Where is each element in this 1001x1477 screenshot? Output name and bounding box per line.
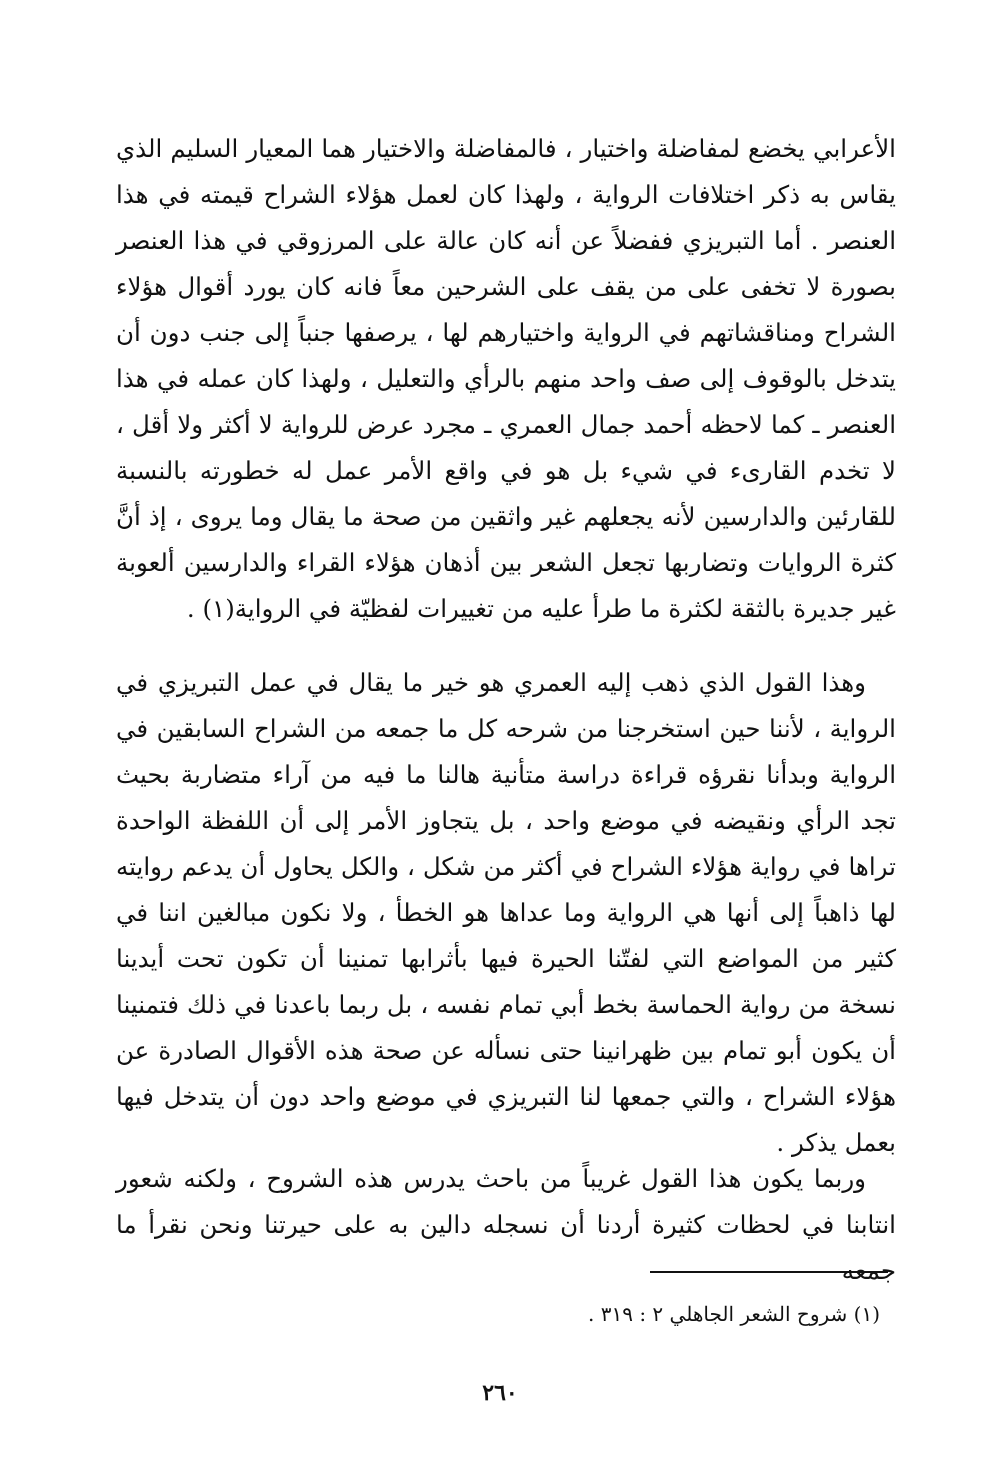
paragraph-3: وربما يكون هذا القول غريباً من باحث يدرس هذه الشروح ، ولكنه شعور انتابنا في لحظات كثيرة أردنا أن نسجله دالين به على حيرتنا ونحن نقرأ ما جمعه [116,1164,896,1285]
paragraph-1: الأعرابي يخضع لمفاضلة واختيار ، فالمفاضلة والاختيار هما المعيار السليم الذي يقاس به ذكر اختلافات الرواية ، ولهذا كان لعمل هؤلاء الشراح قيمته في هذا العنصر . أما التبريزي ففضلاً عن أنه كان عالة على المرزوقي في هذا العنصر بصورة لا تخفى على من يقف على الشرحين معاً فانه كان يورد أقوال هؤلاء الشراح ومناقشاتهم في الرواية واختيارهم لها ، يرصفها جنباً إلى جنب دون أن يتدخل بالوقوف إلى صف واحد منهم بالرأي والتعليل ، ولهذا كان عمله في هذا العنصر ـ كما لاحظه أحمد جمال العمري ـ مجرد عرض للرواية لا أكثر ولا أقل ، لا تخدم القارىء في شيء بل هو في واقع الأمر عمل له خطورته بالنسبة للقارئين والدارسين لأنه يجعلهم غير واثقين من صحة ما يقال وما يروى ، إذ أنَّ كثرة الروايات وتضاربها تجعل الشعر بين أذهان هؤلاء القراء والدارسين ألعوبة غير جديرة بالثقة لكثرة ما طرأ عليه من تغييرات لفظيّة في الرواية(١) . [116,134,896,623]
footnote: (١) شروح الشعر الجاهلي ٢ : ٣١٩ . [588,1302,880,1326]
footnote-divider [650,1271,888,1273]
page-number: ٢٦٠ [482,1380,518,1406]
paragraph-2: وهذا القول الذي ذهب إليه العمري هو خير ما يقال في عمل التبريزي في الرواية ، لأننا حين استخرجنا من شرحه كل ما جمعه من الشراح السابقين في الرواية وبدأنا نقرؤه قراءة دراسة متأنية هالنا ما فيه من آراء متضاربة بحيث تجد الرأي ونقيضه في موضع واحد ، بل يتجاوز الأمر إلى أن اللفظة الواحدة تراها في رواية هؤلاء الشراح في أكثر من شكل ، والكل يحاول أن يدعم روايته لها ذاهباً إلى أنها هي الرواية وما عداها هو الخطأ ، ولا نكون مبالغين اننا في كثير من المواضع التي لفتّنا الحيرة فيها بأثرابها تمنينا أن تكون تحت أيدينا نسخة من رواية الحماسة بخط أبي تمام نفسه ، بل ربما باعدنا في ذلك فتمنينا أن يكون أبو تمام بين ظهرانينا حتى نسأله عن صحة هذه الأقوال الصادرة عن هؤلاء الشراح ، والتي جمعها لنا التبريزي في موضع واحد دون أن يتدخل فيها بعمل يذكر . [116,668,896,1157]
